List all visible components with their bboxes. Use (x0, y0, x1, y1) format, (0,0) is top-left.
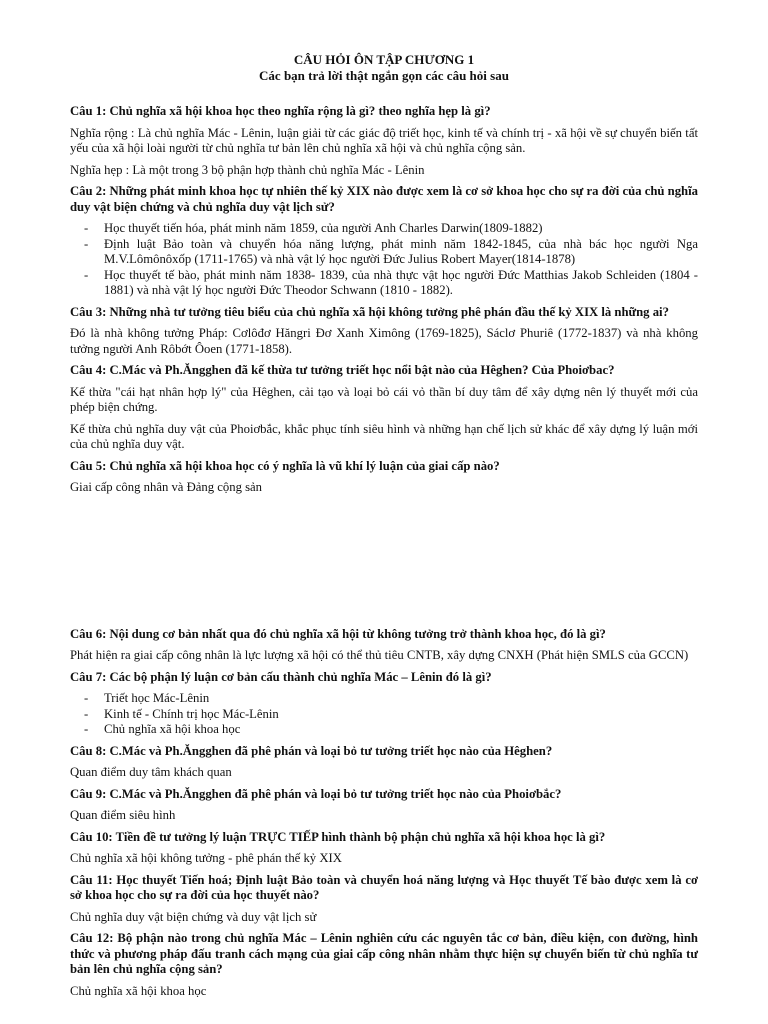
answer-text: Nghĩa rộng : Là chủ nghĩa Mác - Lênin, luận giải từ các giác độ triết học, kinh tế và chính trị - xã hội về sự chuyển biến tất yếu của xã hội loài người từ chủ nghĩa tư bản lên chủ nghĩa xã hội và chủ nghĩa cộng sản. (70, 125, 698, 155)
question-8 (70, 744, 698, 781)
answer-text: Chủ nghĩa duy vật biện chứng và duy vật lịch sử (70, 909, 317, 924)
answer-text: Giai cấp công nhân và Đảng cộng sản (70, 480, 263, 494)
list-item: - Học thuyết tế bào, phát minh năm 1838- 1839, của nhà thực vật học người Đức Matthias Jakob Schleiden (1804 - 1881) và nhà vật lý học người Đức Theodor Schwann (1810 - 1882). (104, 268, 698, 299)
list-item: - Triết học Mác-Lênin (104, 691, 698, 707)
list-item: - Chủ nghĩa xã hội khoa học (104, 722, 698, 738)
question-10 (70, 830, 698, 867)
question-3 (70, 305, 698, 358)
question-12 (70, 931, 698, 999)
question-text: Câu 3: Những nhà tư tưởng tiêu biểu của chủ nghĩa xã hội không tưởng phê phán đầu thế kỷ XIX là những ai? (70, 304, 669, 319)
answer-text: Quan điểm duy tâm khách quan (70, 765, 232, 779)
page-gap (70, 502, 698, 627)
question-text: Câu 6: Nội dung cơ bản nhất qua đó chủ nghĩa xã hội từ không tưởng trở thành khoa học, đó là gì? (70, 626, 606, 641)
question-11 (70, 873, 698, 926)
answer-text: Kế thừa "cái hạt nhân hợp lý" của Hêghen, cải tạo và loại bỏ cái vỏ thần bí duy tâm để xây dựng nên lý thuyết mới của phép biện chứng. (70, 384, 698, 414)
question-text: Câu 8: C.Mác và Ph.Ăngghen đã phê phán và loại bỏ tư tưởng triết học nào của Hêghen? (70, 743, 553, 758)
list-item: - Định luật Bảo toàn và chuyển hóa năng lượng, phát minh năm 1842-1845, của nhà bác học người Nga M.V.Lômônôxốp (1711-1765) và nhà vật lý học người Đức Julius Robert Mayer(1814-1878) (104, 237, 698, 268)
question-text: Câu 5: Chủ nghĩa xã hội khoa học có ý nghĩa là vũ khí lý luận của giai cấp nào? (70, 458, 500, 473)
answer-text: Chủ nghĩa xã hội không tưởng - phê phán thế kỷ XIX (70, 851, 342, 865)
document-title: CÂU HỎI ÔN TẬP CHƯƠNG 1 (293, 52, 475, 67)
question-text: Câu 10: Tiền đề tư tưởng lý luận TRỰC TIẾP hình thành bộ phận chủ nghĩa xã hội khoa học là gì? (70, 829, 606, 844)
question-text: Câu 11: Học thuyết Tiến hoá; Định luật Bảo toàn và chuyển hoá năng lượng và Học thuyết Tế bào được xem là cơ sở khoa học cho sự ra đời của học thuyết nào? (70, 872, 698, 902)
question-2 (70, 184, 698, 299)
answer-text: Kế thừa chủ nghĩa duy vật của Phoiơbắc, khắc phục tính siêu hình và những hạn chế lịch sử khác để xây dựng lý luận mới của chủ nghĩa duy vật. (70, 421, 698, 451)
document-subtitle: Các bạn trả lời thật ngắn gọn các câu hỏi sau (259, 68, 509, 83)
answer-text: Nghĩa hẹp : Là một trong 3 bộ phận hợp thành chủ nghĩa Mác - Lênin (70, 162, 425, 177)
list-item: - Kinh tế - Chính trị học Mác-Lênin (104, 707, 698, 723)
answer-list (70, 691, 698, 738)
question-text: Câu 12: Bộ phận nào trong chủ nghĩa Mác – Lênin nghiên cứu các nguyên tắc cơ bản, điều kiện, con đường, hình thức và phương pháp đấu tranh cách mạng của giai cấp công nhân nhằm thực hiện sự chuyển biến từ chủ nghĩa tư bản lên chủ nghĩa cộng sản? (70, 931, 698, 976)
answer-list (70, 221, 698, 299)
question-9 (70, 787, 698, 824)
question-7 (70, 670, 698, 738)
question-text: Câu 7: Các bộ phận lý luận cơ bản cấu thành chủ nghĩa Mác – Lênin đó là gì? (70, 669, 492, 684)
question-text: Câu 1: Chủ nghĩa xã hội khoa học theo nghĩa rộng là gì? theo nghĩa hẹp là gì? (70, 104, 491, 118)
question-text: Câu 4: C.Mác và Ph.Ăngghen đã kế thừa tư tưởng triết học nổi bật nào của Hêghen? Của Phoiơbac? (70, 363, 615, 377)
answer-text: Phát hiện ra giai cấp công nhân là lực lượng xã hội có thể thủ tiêu CNTB, xây dựng CNXH (Phát hiện SMLS của GCCN) (70, 648, 689, 662)
question-text: Câu 2: Những phát minh khoa học tự nhiên thế kỷ XIX nào được xem là cơ sở khoa học cho sự ra đời của chủ nghĩa duy vật biện chứng và chủ nghĩa duy vật lịch sử? (70, 184, 698, 214)
answer-text: Quan điểm siêu hình (70, 808, 176, 822)
question-1 (70, 104, 698, 178)
question-4 (70, 363, 698, 453)
answer-text: Đó là nhà không tưởng Pháp: Cơlôđơ Hăngri Đơ Xanh Ximông (1769-1825), Sáclơ Phuriê (1772-1837) và nhà không tưởng người Anh Rôbớt Ôoen (1771-1858). (70, 326, 698, 356)
document-body (70, 52, 698, 1005)
question-6 (70, 627, 698, 664)
question-5 (70, 459, 698, 496)
question-text: Câu 9: C.Mác và Ph.Ăngghen đã phê phán và loại bỏ tư tưởng triết học nào của Phoiơbắc? (70, 786, 562, 801)
list-item: - Học thuyết tiến hóa, phát minh năm 1859, của người Anh Charles Darwin(1809-1882) (104, 221, 698, 237)
answer-text: Chủ nghĩa xã hội khoa học (70, 983, 207, 998)
